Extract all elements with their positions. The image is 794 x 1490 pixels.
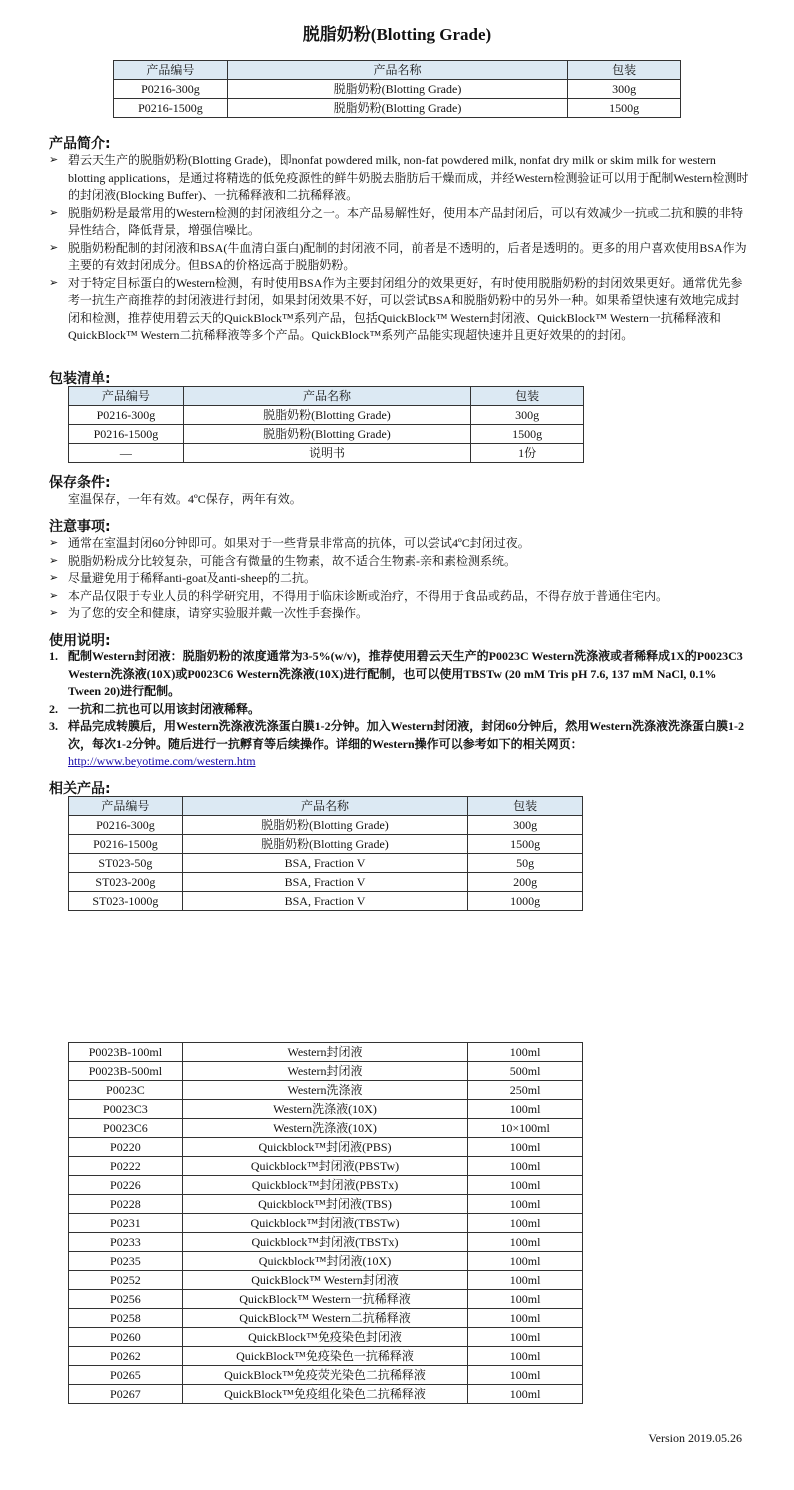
table-row — [69, 1290, 583, 1309]
cell-name: Quickblock™封闭液(TBS) — [182, 1195, 467, 1214]
table-row — [69, 892, 583, 911]
cell-pack: 100ml — [468, 1233, 583, 1252]
cell-name: 脱脂奶粉(Blotting Grade) — [227, 80, 567, 99]
table-row — [69, 1233, 583, 1252]
cell-name: 脱脂奶粉(Blotting Grade) — [182, 816, 467, 835]
cell-code: P0235 — [69, 1252, 183, 1271]
usage-list — [49, 648, 749, 753]
list-item — [49, 152, 749, 205]
cell-name: Western洗涤液 — [182, 1081, 467, 1100]
col-header-name: 产品名称 — [183, 387, 470, 406]
arrow-bullet-icon: ➢ — [49, 589, 59, 602]
col-header-pack: 包装 — [568, 61, 681, 80]
intro-item-text: 碧云天生产的脱脂奶粉(Blotting Grade)，即nonfat powdered milk, non-fat powdered milk, nonfat dry milk or skim milk for western blotting applications，是通过将精选的低免疫源性的鲜牛奶脱去脂肪后干燥而成，并经Western检测验证可以用于配制Western检测时的封闭液(Blocking Buffer)、一抗稀释液和二抗稀释液。 — [68, 153, 749, 202]
western-protocol-link[interactable]: http://www.beyotime.com/western.htm — [68, 754, 256, 768]
intro-item-text: 脱脂奶粉配制的封闭液和BSA(牛血清白蛋白)配制的封闭液不同，前者是不透明的，后者是透明的。更多的用户喜欢使用BSA作为主要的有效封闭成分。但BSA的价格远高于脱脂奶粉。 — [68, 240, 747, 272]
table-row — [69, 1366, 583, 1385]
list-item — [49, 570, 749, 588]
cell-pack: 100ml — [468, 1309, 583, 1328]
table-row — [69, 1385, 583, 1404]
table-row — [69, 406, 584, 425]
cell-code: P0216-1500g — [69, 835, 183, 854]
intro-item-text: 对于特定目标蛋白的Western检测，有时使用BSA作为主要封闭组分的效果更好，有时使用脱脂奶粉的封闭效果更好。通常优先参考一抗生产商推荐的封闭液进行封闭，如果封闭效果不好，可以尝试BSA和脱脂奶粉中的另外一种。如果希望快速有效地完成封闭和检测，推荐使用碧云天的QuickBlock™系列产品，包括QuickBlock™ Western封闭液、QuickBlock™ Western一抗稀释液和QuickBlock™ Western二抗稀释液等多个产品。QuickBlock™系列产品能实现超快速并且更好效果的的封闭。 — [68, 275, 743, 342]
cell-name: Western洗涤液(10X) — [182, 1100, 467, 1119]
storage-text: 室温保存，一年有效。4ºC保存，两年有效。 — [68, 492, 302, 506]
cell-pack: 1500g — [471, 425, 584, 444]
cell-code: P0216-300g — [69, 816, 183, 835]
note-item-text: 为了您的安全和健康，请穿实验服并戴一次性手套操作。 — [68, 606, 369, 620]
cell-code: P0267 — [69, 1385, 183, 1404]
list-item — [49, 605, 749, 623]
version-label: Version 2019.05.26 — [648, 1431, 742, 1445]
cell-pack: 10×100ml — [468, 1119, 583, 1138]
cell-pack: 100ml — [468, 1290, 583, 1309]
table-row — [69, 1271, 583, 1290]
cell-name: QuickBlock™免疫染色一抗稀释液 — [182, 1347, 467, 1366]
cell-pack: 50g — [468, 854, 583, 873]
table-row — [69, 873, 583, 892]
cell-pack: 100ml — [468, 1100, 583, 1119]
cell-code: P0256 — [69, 1290, 183, 1309]
list-item — [49, 275, 749, 345]
cell-name: Quickblock™封闭液(TBSTw) — [182, 1214, 467, 1233]
cell-name: 脱脂奶粉(Blotting Grade) — [227, 99, 567, 118]
cell-name: 脱脂奶粉(Blotting Grade) — [183, 406, 470, 425]
cell-name: Western洗涤液(10X) — [182, 1119, 467, 1138]
list-item — [49, 701, 749, 719]
cell-pack: 1500g — [468, 835, 583, 854]
cell-pack: 250ml — [468, 1081, 583, 1100]
table-row — [69, 1195, 583, 1214]
cell-pack: 100ml — [468, 1157, 583, 1176]
cell-name: BSA, Fraction V — [182, 854, 467, 873]
cell-code: P0260 — [69, 1328, 183, 1347]
cell-code: ST023-1000g — [69, 892, 183, 911]
arrow-bullet-icon: ➢ — [49, 572, 59, 584]
col-header-name: 产品名称 — [182, 797, 467, 816]
step-text: 配制Western封闭液：脱脂奶粉的浓度通常为3-5%(w/v)，推荐使用碧云天生产的P0023C Western洗涤液或者稀释成1X的P0023C3 Western洗涤液(10X)或P0023C6 Western洗涤液(10X)进行配制，也可以使用TBSTw (20 mM Tris pH 7.6, 137 mM NaCl, 0.1% Tween 20)进行配制。 — [68, 649, 743, 698]
table-row — [69, 1176, 583, 1195]
cell-pack: 100ml — [468, 1252, 583, 1271]
note-item-text: 尽量避免用于稀释anti-goat及anti-sheep的二抗。 — [68, 571, 316, 585]
cell-code: P0233 — [69, 1233, 183, 1252]
related-heading: 相关产品: — [49, 781, 111, 797]
col-header-code: 产品编号 — [114, 61, 228, 80]
packing-heading: 包装清单: — [49, 371, 111, 387]
cell-name: BSA, Fraction V — [182, 892, 467, 911]
notes-list — [49, 535, 749, 623]
cell-code: P0231 — [69, 1214, 183, 1233]
cell-code: P0216-300g — [114, 80, 228, 99]
arrow-bullet-icon: ➢ — [49, 537, 59, 549]
table-row — [69, 816, 583, 835]
table-row — [69, 1062, 583, 1081]
note-item-text: 本产品仅限于专业人员的科学研究用，不得用于临床诊断或治疗，不得用于食品或药品，不得存放于普通住宅内。 — [68, 588, 669, 603]
intro-heading: 产品简介: — [49, 136, 111, 152]
table-row — [69, 444, 584, 463]
cell-pack: 1500g — [568, 99, 681, 118]
table-row — [114, 80, 681, 99]
arrow-bullet-icon: ➢ — [49, 206, 59, 219]
step-text: 一抗和二抗也可以用该封闭液稀释。 — [68, 701, 261, 716]
list-item — [49, 205, 749, 240]
table-row — [69, 1157, 583, 1176]
cell-name: Quickblock™封闭液(PBSTx) — [182, 1176, 467, 1195]
cell-name: 脱脂奶粉(Blotting Grade) — [183, 425, 470, 444]
cell-name: QuickBlock™免疫组化染色二抗稀释液 — [182, 1385, 467, 1404]
table-row — [69, 425, 584, 444]
cell-name: QuickBlock™ Western一抗稀释液 — [182, 1290, 467, 1309]
cell-pack: 100ml — [468, 1195, 583, 1214]
list-item — [49, 588, 749, 606]
cell-name: QuickBlock™ Western封闭液 — [182, 1271, 467, 1290]
cell-code: P0216-1500g — [69, 425, 184, 444]
cell-code: P0220 — [69, 1138, 183, 1157]
list-item — [49, 240, 749, 275]
table-row — [69, 1100, 583, 1119]
cell-code: P0023C3 — [69, 1100, 183, 1119]
notes-heading: 注意事项: — [49, 519, 111, 535]
cell-name: Quickblock™封闭液(10X) — [182, 1252, 467, 1271]
cell-pack: 300g — [471, 406, 584, 425]
step-number: 2. — [49, 701, 58, 716]
cell-code: ST023-50g — [69, 854, 183, 873]
cell-name: BSA, Fraction V — [182, 873, 467, 892]
cell-pack: 100ml — [468, 1385, 583, 1404]
note-item-text: 通常在室温封闭60分钟即可。如果对于一些背景非常高的抗体，可以尝试4ºC封闭过夜。 — [68, 536, 530, 550]
cell-pack: 1000g — [468, 892, 583, 911]
col-header-pack: 包装 — [468, 797, 583, 816]
intro-item-text: 脱脂奶粉是最常用的Western检测的封闭液组分之一。本产品易解性好，使用本产品封闭后，可以有效减少一抗或二抗和膜的非特异性结合，降低背景，增强信噪比。 — [68, 205, 744, 237]
list-item — [49, 648, 749, 701]
cell-code: P0222 — [69, 1157, 183, 1176]
table-row — [114, 99, 681, 118]
cell-code: P0023C6 — [69, 1119, 183, 1138]
cell-name: 脱脂奶粉(Blotting Grade) — [182, 835, 467, 854]
cell-pack: 200g — [468, 873, 583, 892]
cell-name: Western封闭液 — [182, 1062, 467, 1081]
table-row — [69, 1347, 583, 1366]
cell-code: P0252 — [69, 1271, 183, 1290]
list-item — [49, 553, 749, 571]
cell-pack: 100ml — [468, 1214, 583, 1233]
cell-pack: 1份 — [471, 444, 584, 463]
cell-name: Quickblock™封闭液(PBS) — [182, 1138, 467, 1157]
table-row — [69, 854, 583, 873]
cell-code: P0023C — [69, 1081, 183, 1100]
table-row — [69, 835, 583, 854]
table-row — [69, 1138, 583, 1157]
related-table — [68, 796, 583, 911]
cell-pack: 500ml — [468, 1062, 583, 1081]
cell-code: P0023B-100ml — [69, 1043, 183, 1062]
cell-code: P0262 — [69, 1347, 183, 1366]
col-header-name: 产品名称 — [227, 61, 567, 80]
cell-code: P0228 — [69, 1195, 183, 1214]
cell-name: Quickblock™封闭液(TBSTx) — [182, 1233, 467, 1252]
cell-name: Western封闭液 — [182, 1043, 467, 1062]
cell-name: QuickBlock™ Western二抗稀释液 — [182, 1309, 467, 1328]
table-row — [69, 1309, 583, 1328]
arrow-bullet-icon: ➢ — [49, 276, 59, 289]
arrow-bullet-icon: ➢ — [49, 554, 59, 567]
table-row — [69, 1252, 583, 1271]
cell-pack: 100ml — [468, 1138, 583, 1157]
step-number: 1. — [49, 649, 58, 663]
arrow-bullet-icon: ➢ — [49, 607, 59, 619]
cell-pack: 100ml — [468, 1328, 583, 1347]
cell-code: P0216-1500g — [114, 99, 228, 118]
cell-pack: 100ml — [468, 1043, 583, 1062]
step-number: 3. — [49, 719, 58, 733]
product-table-top — [113, 60, 681, 118]
cell-pack: 300g — [568, 80, 681, 99]
col-header-code: 产品编号 — [69, 797, 183, 816]
cell-name: Quickblock™封闭液(PBSTw) — [182, 1157, 467, 1176]
cell-code: P0226 — [69, 1176, 183, 1195]
table-row — [69, 1214, 583, 1233]
cell-pack: 100ml — [468, 1366, 583, 1385]
table-row — [69, 1119, 583, 1138]
cell-code: P0023B-500ml — [69, 1062, 183, 1081]
note-item-text: 脱脂奶粉成分比较复杂，可能含有微量的生物素，故不适合生物素-亲和素检测系统。 — [68, 553, 516, 568]
cell-code: P0258 — [69, 1309, 183, 1328]
col-header-code: 产品编号 — [69, 387, 184, 406]
cell-name: QuickBlock™免疫染色封闭液 — [182, 1328, 467, 1347]
arrow-bullet-icon: ➢ — [49, 154, 59, 166]
cell-code: — — [69, 444, 184, 463]
cell-name: 说明书 — [183, 444, 470, 463]
cell-pack: 100ml — [468, 1176, 583, 1195]
table-row — [69, 1328, 583, 1347]
step-text: 样品完成转膜后，用Western洗涤液洗涤蛋白膜1-2分钟。加入Western封闭液，封闭60分钟后，然用Western洗涤液洗涤蛋白膜1-2次，每次1-2分钟。随后进行一抗孵育等后续操作。详细的Western操作可以参考如下的相关网页： — [68, 719, 744, 751]
related-table-continued — [68, 1042, 583, 1404]
cell-code: P0265 — [69, 1366, 183, 1385]
packing-table — [68, 386, 584, 463]
list-item — [49, 718, 749, 753]
usage-heading: 使用说明: — [49, 633, 111, 649]
list-item — [49, 535, 749, 553]
cell-code: P0216-300g — [69, 406, 184, 425]
cell-code: ST023-200g — [69, 873, 183, 892]
arrow-bullet-icon: ➢ — [49, 241, 59, 254]
table-row — [69, 1043, 583, 1062]
intro-list — [49, 152, 749, 345]
cell-pack: 300g — [468, 816, 583, 835]
cell-name: QuickBlock™免疫荧光染色二抗稀释液 — [182, 1366, 467, 1385]
page-title: 脱脂奶粉(Blotting Grade) — [302, 25, 492, 44]
storage-heading: 保存条件: — [49, 475, 111, 491]
cell-pack: 100ml — [468, 1271, 583, 1290]
col-header-pack: 包装 — [471, 387, 584, 406]
cell-pack: 100ml — [468, 1347, 583, 1366]
table-row — [69, 1081, 583, 1100]
